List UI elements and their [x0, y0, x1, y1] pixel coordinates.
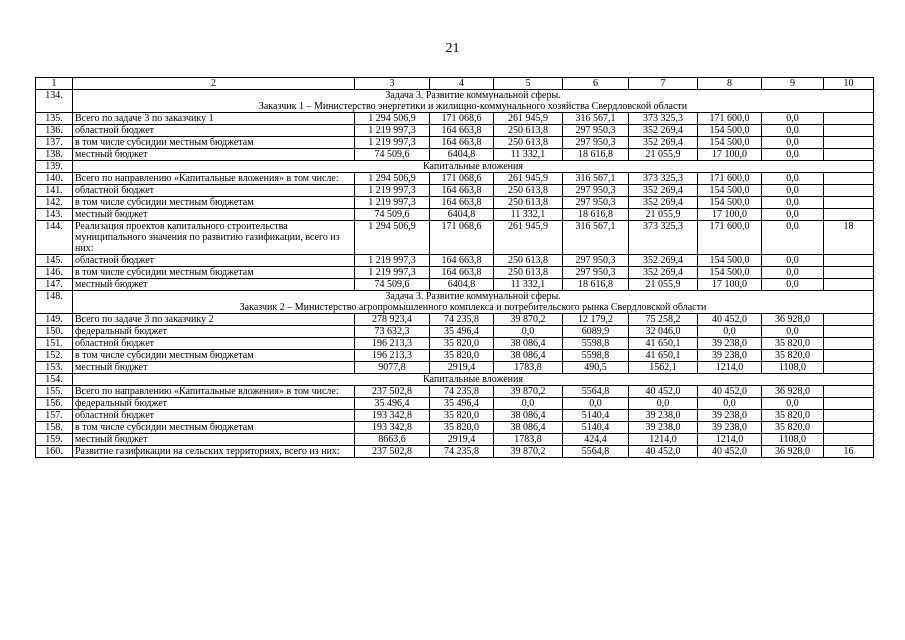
value-cell: 17 100,0: [698, 149, 762, 161]
value-cell: 36 928,0: [762, 314, 824, 326]
value-cell: 164 663,8: [430, 125, 494, 137]
value-cell: 36 928,0: [762, 446, 824, 458]
value-cell: 1214,0: [698, 362, 762, 374]
value-cell: 373 325,3: [629, 221, 698, 255]
row-number: 153.: [36, 362, 73, 374]
value-cell: [824, 326, 874, 338]
value-cell: 0,0: [494, 326, 563, 338]
value-cell: 18 616,8: [563, 209, 629, 221]
row-number: 137.: [36, 137, 73, 149]
table-row: [36, 398, 874, 410]
page-number: 21: [445, 41, 460, 56]
table-row: [36, 197, 874, 209]
value-cell: 1 219 997,3: [355, 267, 430, 279]
value-cell: 352 269,4: [629, 267, 698, 279]
value-cell: 0,0: [762, 326, 824, 338]
row-label: Всего по задаче 3 по заказчику 1: [73, 113, 355, 125]
value-cell: 1 219 997,3: [355, 255, 430, 267]
value-cell: 39 238,0: [698, 422, 762, 434]
column-number-cell: 1: [36, 78, 73, 90]
value-cell: 74 235,8: [430, 386, 494, 398]
value-cell: 35 496,4: [355, 398, 430, 410]
value-cell: 35 496,4: [430, 398, 494, 410]
row-label: местный бюджет: [73, 279, 355, 291]
value-cell: 1783,8: [494, 434, 563, 446]
value-cell: 39 238,0: [629, 422, 698, 434]
row-number: 160.: [36, 446, 73, 458]
value-cell: [824, 410, 874, 422]
row-number: 144.: [36, 221, 73, 255]
value-cell: [824, 125, 874, 137]
value-cell: 1 294 506,9: [355, 221, 430, 255]
row-label: Всего по направлению «Капитальные вложения» в том числе:: [73, 386, 355, 398]
value-cell: 1562,1: [629, 362, 698, 374]
value-cell: [824, 185, 874, 197]
row-number: 136.: [36, 125, 73, 137]
value-cell: 0,0: [762, 149, 824, 161]
value-cell: 297 950,3: [563, 137, 629, 149]
table-row: [36, 362, 874, 374]
value-cell: 35 496,4: [430, 326, 494, 338]
value-cell: 352 269,4: [629, 197, 698, 209]
value-cell: 38 086,4: [494, 350, 563, 362]
value-cell: 75 258,2: [629, 314, 698, 326]
value-cell: 35 820,0: [430, 350, 494, 362]
row-number: 152.: [36, 350, 73, 362]
value-cell: 0,0: [762, 209, 824, 221]
value-cell: 250 613,8: [494, 197, 563, 209]
value-cell: 5140,4: [563, 410, 629, 422]
section-title: [73, 374, 874, 386]
column-number-cell: 6: [563, 78, 629, 90]
column-number-cell: 2: [73, 78, 355, 90]
value-cell: 0,0: [762, 173, 824, 185]
value-cell: [824, 350, 874, 362]
value-cell: 278 923,4: [355, 314, 430, 326]
table-row: [36, 422, 874, 434]
value-cell: [824, 314, 874, 326]
table-row: [36, 350, 874, 362]
value-cell: 261 945,9: [494, 113, 563, 125]
value-cell: 0,0: [762, 185, 824, 197]
value-cell: 0,0: [629, 398, 698, 410]
value-cell: 250 613,8: [494, 125, 563, 137]
value-cell: 1 294 506,9: [355, 173, 430, 185]
value-cell: 373 325,3: [629, 113, 698, 125]
value-cell: 41 650,1: [629, 350, 698, 362]
value-cell: 352 269,4: [629, 255, 698, 267]
value-cell: 35 820,0: [430, 410, 494, 422]
value-cell: [824, 434, 874, 446]
row-number: 145.: [36, 255, 73, 267]
section-title: [73, 90, 874, 113]
row-label: областной бюджет: [73, 185, 355, 197]
value-cell: [824, 267, 874, 279]
table-row: [36, 173, 874, 185]
value-cell: 8663,6: [355, 434, 430, 446]
value-cell: 237 502,8: [355, 446, 430, 458]
value-cell: 352 269,4: [629, 185, 698, 197]
column-number-cell: 5: [494, 78, 563, 90]
value-cell: 35 820,0: [762, 410, 824, 422]
value-cell: 164 663,8: [430, 185, 494, 197]
row-label: Всего по направлению «Капитальные вложения» в том числе:: [73, 173, 355, 185]
value-cell: 11 332,1: [494, 279, 563, 291]
row-number: 138.: [36, 149, 73, 161]
value-cell: 17 100,0: [698, 279, 762, 291]
row-label: местный бюджет: [73, 434, 355, 446]
value-cell: 74 235,8: [430, 314, 494, 326]
section-header-row: [36, 90, 874, 113]
value-cell: 0,0: [494, 398, 563, 410]
row-number: 141.: [36, 185, 73, 197]
value-cell: 41 650,1: [629, 338, 698, 350]
row-number: 157.: [36, 410, 73, 422]
value-cell: 35 820,0: [430, 338, 494, 350]
value-cell: 0,0: [762, 113, 824, 125]
value-cell: [824, 422, 874, 434]
table-row: [36, 255, 874, 267]
value-cell: 250 613,8: [494, 185, 563, 197]
value-cell: 0,0: [563, 398, 629, 410]
value-cell: 6089,9: [563, 326, 629, 338]
value-cell: 171 068,6: [430, 113, 494, 125]
value-cell: 40 452,0: [629, 446, 698, 458]
value-cell: 5598,8: [563, 338, 629, 350]
value-cell: 297 950,3: [563, 267, 629, 279]
section-header-row: [36, 291, 874, 314]
value-cell: 2919,4: [430, 434, 494, 446]
row-number: 155.: [36, 386, 73, 398]
row-label: в том числе субсидии местным бюджетам: [73, 197, 355, 209]
value-cell: 39 238,0: [698, 338, 762, 350]
value-cell: 193 342,8: [355, 422, 430, 434]
value-cell: 0,0: [762, 137, 824, 149]
column-number-cell: 9: [762, 78, 824, 90]
section-title-line: Задача 3. Развитие коммунальной сферы.: [385, 90, 561, 101]
row-label: федеральный бюджет: [73, 398, 355, 410]
value-cell: 164 663,8: [430, 255, 494, 267]
table-row: [36, 338, 874, 350]
value-cell: 39 870,2: [494, 446, 563, 458]
value-cell: 0,0: [698, 326, 762, 338]
value-cell: 154 500,0: [698, 267, 762, 279]
value-cell: 39 238,0: [698, 350, 762, 362]
value-cell: 1 219 997,3: [355, 125, 430, 137]
section-title-line: Заказчик 1 – Министерство энергетики и жилищно-коммунального хозяйства Свердловской области: [258, 101, 688, 112]
section-title-line: Капитальные вложения: [423, 374, 523, 385]
value-cell: 40 452,0: [698, 386, 762, 398]
section-title-line: Заказчик 2 – Министерство агропромышленного комплекса и потребительского рынка Свердловской области: [239, 302, 707, 313]
value-cell: 5140,4: [563, 422, 629, 434]
row-number: 147.: [36, 279, 73, 291]
section-title-line: Задача 3. Развитие коммунальной сферы.: [385, 291, 561, 302]
table-row: [36, 125, 874, 137]
value-cell: 35 820,0: [762, 422, 824, 434]
value-cell: 18: [824, 221, 874, 255]
row-label: местный бюджет: [73, 362, 355, 374]
column-number-row: [36, 78, 874, 90]
value-cell: [824, 398, 874, 410]
value-cell: 12 179,2: [563, 314, 629, 326]
row-number: 139.: [36, 161, 73, 173]
value-cell: 297 950,3: [563, 255, 629, 267]
row-number: 143.: [36, 209, 73, 221]
value-cell: 6404,8: [430, 209, 494, 221]
value-cell: 74 509,6: [355, 279, 430, 291]
table-row: [36, 314, 874, 326]
value-cell: 490,5: [563, 362, 629, 374]
value-cell: 154 500,0: [698, 137, 762, 149]
value-cell: 316 567,1: [563, 113, 629, 125]
table-row: [36, 149, 874, 161]
value-cell: 154 500,0: [698, 197, 762, 209]
column-number-cell: 3: [355, 78, 430, 90]
row-label: областной бюджет: [73, 410, 355, 422]
row-number: 148.: [36, 291, 73, 314]
row-label: областной бюджет: [73, 338, 355, 350]
value-cell: 0,0: [762, 221, 824, 255]
value-cell: 352 269,4: [629, 125, 698, 137]
table-row: [36, 326, 874, 338]
row-label: местный бюджет: [73, 149, 355, 161]
value-cell: 171 600,0: [698, 113, 762, 125]
value-cell: 39 238,0: [629, 410, 698, 422]
column-number-cell: 7: [629, 78, 698, 90]
row-label: федеральный бюджет: [73, 326, 355, 338]
value-cell: 32 046,0: [629, 326, 698, 338]
value-cell: 250 613,8: [494, 267, 563, 279]
column-number-cell: 4: [430, 78, 494, 90]
section-title: [73, 291, 874, 314]
value-cell: 0,0: [762, 255, 824, 267]
table-row: [36, 446, 874, 458]
value-cell: 154 500,0: [698, 255, 762, 267]
row-label: областной бюджет: [73, 255, 355, 267]
row-label: в том числе субсидии местным бюджетам: [73, 267, 355, 279]
value-cell: 297 950,3: [563, 197, 629, 209]
row-label: Развитие газификации на сельских территориях, всего из них:: [73, 446, 355, 458]
table-row: [36, 113, 874, 125]
value-cell: [824, 279, 874, 291]
value-cell: 35 820,0: [762, 338, 824, 350]
value-cell: 1214,0: [629, 434, 698, 446]
value-cell: 154 500,0: [698, 185, 762, 197]
value-cell: 164 663,8: [430, 137, 494, 149]
section-header-row: [36, 374, 874, 386]
row-number: 134.: [36, 90, 73, 113]
value-cell: 193 342,8: [355, 410, 430, 422]
value-cell: 11 332,1: [494, 209, 563, 221]
value-cell: [824, 197, 874, 209]
value-cell: 40 452,0: [629, 386, 698, 398]
value-cell: 0,0: [762, 279, 824, 291]
table-row: [36, 221, 874, 255]
row-label: Реализация проектов капитального строительства муниципального значения по развитию газификации, всего из них:: [73, 221, 355, 255]
value-cell: 0,0: [762, 197, 824, 209]
value-cell: 424,4: [563, 434, 629, 446]
value-cell: 373 325,3: [629, 173, 698, 185]
value-cell: 171 600,0: [698, 173, 762, 185]
table-row: [36, 267, 874, 279]
value-cell: 1108,0: [762, 434, 824, 446]
value-cell: 297 950,3: [563, 125, 629, 137]
value-cell: 1 219 997,3: [355, 137, 430, 149]
value-cell: 18 616,8: [563, 149, 629, 161]
row-number: 151.: [36, 338, 73, 350]
row-label: в том числе субсидии местным бюджетам: [73, 422, 355, 434]
value-cell: [824, 362, 874, 374]
table-row: [36, 279, 874, 291]
section-header-row: [36, 161, 874, 173]
value-cell: 2919,4: [430, 362, 494, 374]
row-number: 154.: [36, 374, 73, 386]
value-cell: 21 055,9: [629, 149, 698, 161]
row-number: 156.: [36, 398, 73, 410]
value-cell: 38 086,4: [494, 410, 563, 422]
value-cell: 196 213,3: [355, 350, 430, 362]
table-row: [36, 185, 874, 197]
value-cell: 39 870,2: [494, 314, 563, 326]
value-cell: 6404,8: [430, 149, 494, 161]
value-cell: 6404,8: [430, 279, 494, 291]
value-cell: [824, 149, 874, 161]
value-cell: 316 567,1: [563, 221, 629, 255]
row-number: 146.: [36, 267, 73, 279]
section-title: [73, 161, 874, 173]
value-cell: 1 219 997,3: [355, 185, 430, 197]
value-cell: 250 613,8: [494, 255, 563, 267]
value-cell: 35 820,0: [762, 350, 824, 362]
value-cell: 40 452,0: [698, 314, 762, 326]
value-cell: 74 509,6: [355, 209, 430, 221]
value-cell: 171 068,6: [430, 221, 494, 255]
column-number-cell: 8: [698, 78, 762, 90]
value-cell: 0,0: [698, 398, 762, 410]
row-number: 159.: [36, 434, 73, 446]
value-cell: 17 100,0: [698, 209, 762, 221]
value-cell: 5598,8: [563, 350, 629, 362]
value-cell: 16: [824, 446, 874, 458]
value-cell: [824, 386, 874, 398]
budget-table: [35, 77, 874, 458]
table-row: [36, 137, 874, 149]
value-cell: 0,0: [762, 125, 824, 137]
row-label: областной бюджет: [73, 125, 355, 137]
value-cell: 0,0: [762, 398, 824, 410]
table-row: [36, 209, 874, 221]
value-cell: 38 086,4: [494, 338, 563, 350]
row-number: 135.: [36, 113, 73, 125]
value-cell: 164 663,8: [430, 197, 494, 209]
row-number: 158.: [36, 422, 73, 434]
value-cell: 9077,8: [355, 362, 430, 374]
row-number: 140.: [36, 173, 73, 185]
value-cell: 171 600,0: [698, 221, 762, 255]
value-cell: [824, 209, 874, 221]
value-cell: 38 086,4: [494, 422, 563, 434]
value-cell: 5564,8: [563, 446, 629, 458]
row-number: 150.: [36, 326, 73, 338]
row-number: 142.: [36, 197, 73, 209]
value-cell: [824, 113, 874, 125]
value-cell: 74 509,6: [355, 149, 430, 161]
value-cell: 40 452,0: [698, 446, 762, 458]
value-cell: 74 235,8: [430, 446, 494, 458]
value-cell: 21 055,9: [629, 209, 698, 221]
value-cell: 1 294 506,9: [355, 113, 430, 125]
value-cell: [824, 137, 874, 149]
value-cell: 5564,8: [563, 386, 629, 398]
value-cell: 261 945,9: [494, 173, 563, 185]
value-cell: [824, 255, 874, 267]
value-cell: 196 213,3: [355, 338, 430, 350]
value-cell: 39 238,0: [698, 410, 762, 422]
table-row: [36, 386, 874, 398]
value-cell: 73 632,3: [355, 326, 430, 338]
value-cell: 171 068,6: [430, 173, 494, 185]
row-number: 149.: [36, 314, 73, 326]
value-cell: 164 663,8: [430, 267, 494, 279]
value-cell: [824, 338, 874, 350]
value-cell: 36 928,0: [762, 386, 824, 398]
value-cell: 316 567,1: [563, 173, 629, 185]
value-cell: 237 502,8: [355, 386, 430, 398]
value-cell: 261 945,9: [494, 221, 563, 255]
value-cell: 352 269,4: [629, 137, 698, 149]
table-row: [36, 434, 874, 446]
value-cell: 21 055,9: [629, 279, 698, 291]
value-cell: 1214,0: [698, 434, 762, 446]
table-row: [36, 410, 874, 422]
value-cell: 0,0: [762, 267, 824, 279]
value-cell: 1 219 997,3: [355, 197, 430, 209]
value-cell: 18 616,8: [563, 279, 629, 291]
row-label: местный бюджет: [73, 209, 355, 221]
row-label: в том числе субсидии местным бюджетам: [73, 350, 355, 362]
value-cell: 11 332,1: [494, 149, 563, 161]
value-cell: 1108,0: [762, 362, 824, 374]
value-cell: [824, 173, 874, 185]
value-cell: 154 500,0: [698, 125, 762, 137]
value-cell: 1783,8: [494, 362, 563, 374]
row-label: Всего по задаче 3 по заказчику 2: [73, 314, 355, 326]
value-cell: 250 613,8: [494, 137, 563, 149]
value-cell: 297 950,3: [563, 185, 629, 197]
value-cell: 35 820,0: [430, 422, 494, 434]
column-number-cell: 10: [824, 78, 874, 90]
value-cell: 39 870,2: [494, 386, 563, 398]
row-label: в том числе субсидии местным бюджетам: [73, 137, 355, 149]
section-title-line: Капитальные вложения: [423, 161, 523, 172]
